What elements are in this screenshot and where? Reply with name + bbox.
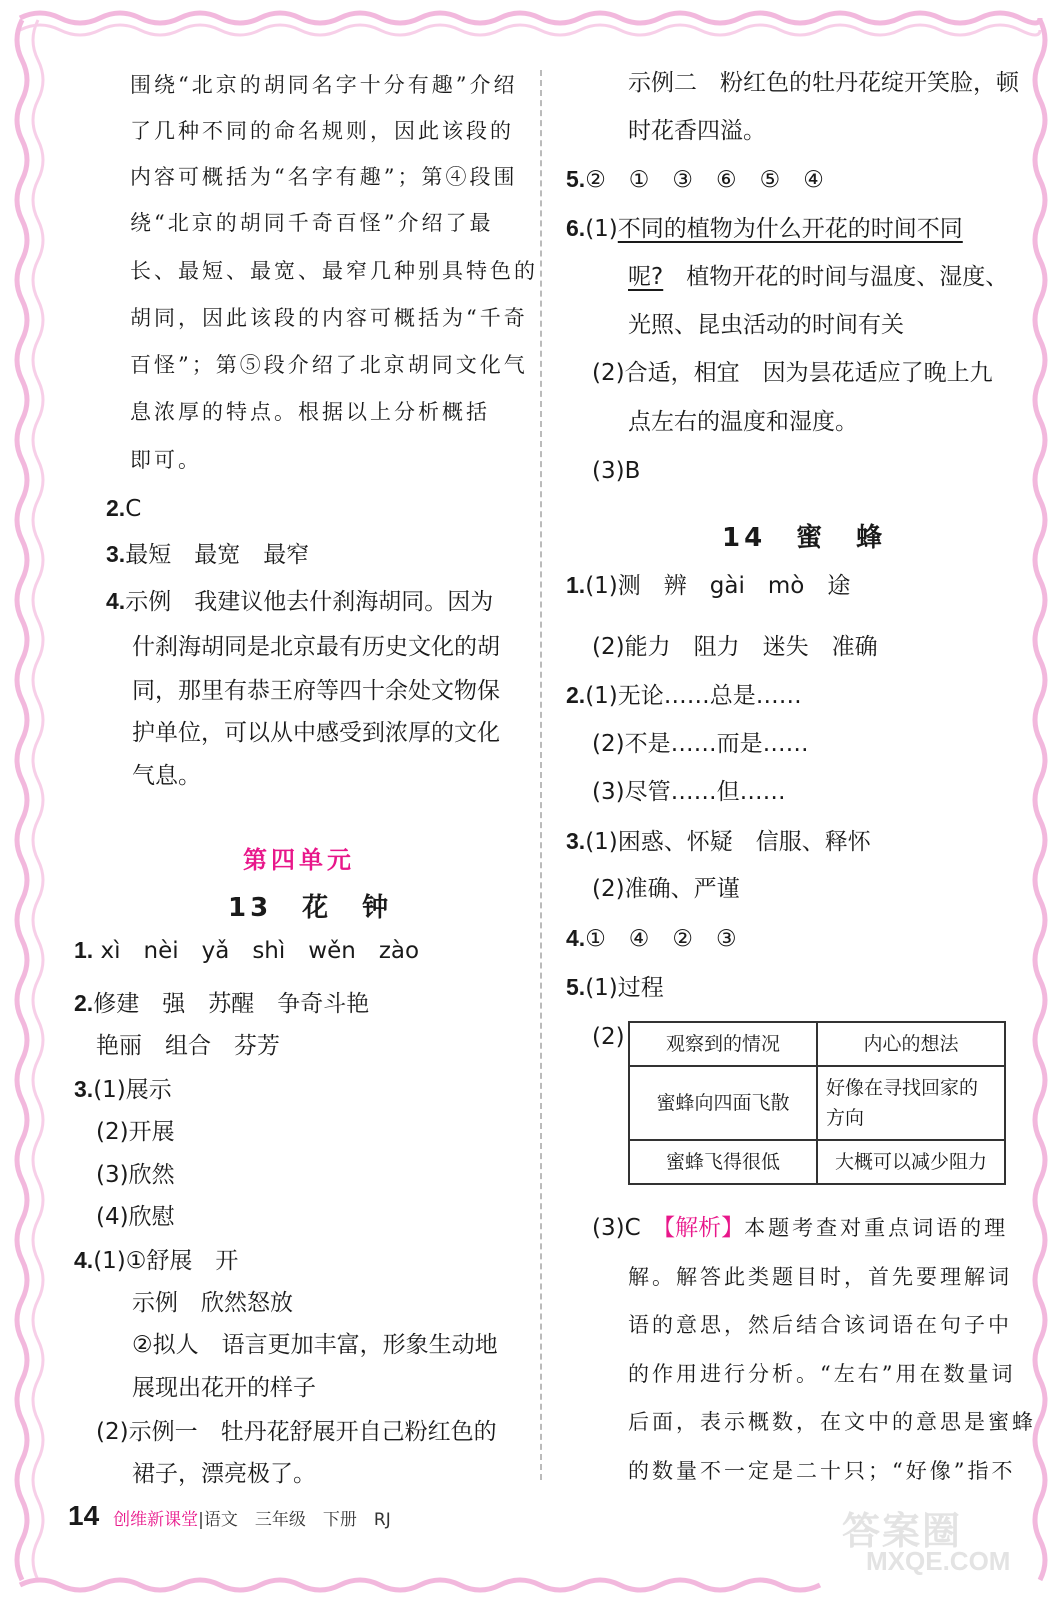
- q4-line-1: 示例 我建议他去什刹海胡同。因为: [125, 589, 494, 615]
- l14-q1-line-2: (2)能力 阻力 迷失 准确: [592, 634, 878, 660]
- table-cell: 大概可以减少阻力: [817, 1140, 1005, 1184]
- cont-line-9: 即可。: [130, 448, 202, 472]
- l13-q3-item-4: (4)欣慰: [96, 1204, 175, 1230]
- q4-answer: [106, 586, 493, 617]
- l13-q4-number: 4.: [74, 1247, 94, 1273]
- l13-q2-line-1: 修建 强 苏醒 争奇斗艳: [93, 991, 370, 1017]
- r-q5: [566, 164, 824, 195]
- cont-line-5: 长、最短、最宽、最窄几种别具特色的: [130, 259, 538, 283]
- l13-q3-item-2: (2)开展: [96, 1119, 175, 1145]
- l14-q4: [566, 923, 737, 954]
- r-q6-question-part2: 呢?: [628, 264, 664, 290]
- q3-text: 最短 最宽 最窄: [125, 542, 310, 568]
- page-number: 14: [68, 1500, 100, 1531]
- analysis-line-5: 的数量不一定是二十只；“好像”指不: [628, 1459, 1016, 1483]
- r-q5-number: 5.: [566, 166, 586, 192]
- l14-q2-number: 2.: [566, 682, 586, 708]
- l13-q3-number: 3.: [74, 1076, 94, 1102]
- l13-q3: [74, 1074, 172, 1105]
- l14-q1-line-1: (1)测 辨 gài mò 途: [585, 573, 851, 599]
- l13-q2: [74, 988, 369, 1019]
- l13-q4-line-2: 示例 欣然怒放: [132, 1290, 293, 1316]
- l14-q4-number: 4.: [566, 925, 586, 951]
- q2-number: 2.: [106, 495, 126, 521]
- l14-q4-text: ① ④ ② ③: [585, 926, 737, 952]
- analysis-line-2: 语的意思，然后结合该词语在句子中: [628, 1313, 1012, 1337]
- cont-line-8: 息浓厚的特点。根据以上分析概括: [130, 400, 490, 424]
- observation-table: [628, 1021, 1006, 1185]
- r-q6-line-4: (2)合适，相宜 因为昙花适应了晚上九: [592, 360, 993, 386]
- analysis-line-1: 解。解答此类题目时，首先要理解词: [628, 1265, 1012, 1289]
- l13-q2-line-2: 艳丽 组合 芬芳: [96, 1033, 280, 1059]
- cont-line-6: 胡同，因此该段的内容可概括为“千奇: [130, 306, 528, 330]
- brand-name: 创维新课堂: [113, 1510, 199, 1530]
- r-q6-line-6: (3)B: [592, 458, 641, 484]
- table-row: [629, 1140, 1005, 1184]
- table-header-row: [629, 1022, 1005, 1066]
- table-cell: 蜜蜂飞得很低: [629, 1140, 817, 1184]
- q3-answer: [106, 539, 309, 570]
- table-row: [629, 1066, 1005, 1140]
- cont-line-7: 百怪”；第⑤段介绍了北京胡同文化气: [130, 353, 528, 377]
- l13-q1: [74, 935, 419, 966]
- q2-answer: [106, 493, 141, 524]
- l14-q2: [566, 680, 802, 711]
- table-header-cell: 观察到的情况: [629, 1022, 817, 1066]
- analysis-line-4: 后面，表示概数，在文中的意思是蜜蜂: [628, 1410, 1036, 1434]
- watermark-logo: 答案圈: [842, 1511, 963, 1553]
- l14-q3-number: 3.: [566, 828, 586, 854]
- l14-q5-line-1: (1)过程: [585, 975, 664, 1001]
- lesson-13-title: 13 花 钟: [228, 893, 393, 923]
- r-q6-line-3: 光照、昆虫活动的时间有关: [628, 312, 904, 338]
- l14-q5: [566, 972, 664, 1003]
- l14-q3: [566, 826, 871, 857]
- analysis-tag: 【解析】: [663, 1215, 745, 1241]
- book-meta: |语文 三年级 下册 RJ: [198, 1510, 391, 1530]
- l13-q1-pinyin: xì nèi yǎ shì wěn zào: [100, 938, 420, 964]
- r-q6-line-5: 点左右的温度和湿度。: [628, 409, 858, 435]
- q4-line-5: 气息。: [132, 763, 201, 789]
- l14-q1-number: 1.: [566, 572, 586, 598]
- l14-q2-item-3: (3)尽管……但……: [592, 779, 786, 805]
- lesson-14-title: 14 蜜 蜂: [722, 523, 887, 553]
- cont-line-1: 围绕“北京的胡同名字十分有趣”介绍: [130, 73, 518, 97]
- watermark-url: MXQE.COM: [866, 1546, 1011, 1576]
- l13-q4: [74, 1245, 238, 1276]
- q3-number: 3.: [106, 541, 126, 567]
- table-cell: 好像在寻找回家的方向: [817, 1066, 1005, 1140]
- l13-q4-line-4: 展现出花开的样子: [132, 1375, 316, 1401]
- l14-q5-line-2: (2): [592, 1024, 625, 1050]
- r-q6-l1a: (1): [585, 216, 618, 242]
- right-top-line-1: 示例二 粉红色的牡丹花绽开笑脸，顿: [628, 70, 1019, 96]
- l14-q5-number: 5.: [566, 974, 586, 1000]
- l13-q4-line-3: ②拟人 语言更加丰富，形象生动地: [132, 1332, 498, 1358]
- l13-q4-line-5: (2)示例一 牡丹花舒展开自己粉红色的: [96, 1419, 497, 1445]
- l14-q2-item-2: (2)不是……而是……: [592, 731, 809, 757]
- column-divider: [540, 70, 542, 1480]
- l14-q5-3-prefix: (3)C: [592, 1215, 664, 1241]
- l14-q5-3-rest: 本题考查对重点词语的理: [744, 1216, 1009, 1240]
- l14-q3-item-1: (1)困惑、怀疑 信服、释怀: [585, 829, 871, 855]
- cont-line-3: 内容可概括为“名字有趣”；第④段围: [130, 165, 518, 189]
- r-q6-line-2: [628, 262, 1008, 292]
- l13-q2-number: 2.: [74, 990, 94, 1016]
- right-top-line-2: 时花香四溢。: [628, 118, 766, 144]
- analysis-line-3: 的作用进行分析。“左右”用在数量词: [628, 1362, 1016, 1386]
- table-cell: 蜜蜂向四面飞散: [629, 1066, 817, 1140]
- cont-line-4: 绕“北京的胡同千奇百怪”介绍了最: [130, 211, 494, 235]
- l13-q1-number: 1.: [74, 937, 94, 963]
- l13-q4-line-1: (1)①舒展 开: [93, 1248, 239, 1274]
- page-footer: [68, 1500, 391, 1532]
- l14-q5-3: [592, 1213, 1008, 1243]
- q2-text: C: [125, 496, 142, 522]
- q4-number: 4.: [106, 588, 126, 614]
- r-q6: [566, 213, 963, 244]
- l13-q3-item-1: (1)展示: [93, 1077, 172, 1103]
- r-q6-number: 6.: [566, 215, 586, 241]
- table-header-cell: 内心的想法: [817, 1022, 1005, 1066]
- l14-q3-item-2: (2)准确、严谨: [592, 876, 740, 902]
- q4-line-3: 同，那里有恭王府等四十余处文物保: [132, 678, 500, 704]
- q4-line-2: 什刹海胡同是北京最有历史文化的胡: [132, 634, 500, 660]
- l14-q1: [566, 570, 850, 601]
- q4-line-4: 护单位，可以从中感受到浓厚的文化: [132, 720, 500, 746]
- cont-line-2: 了几种不同的命名规则，因此该段的: [130, 119, 514, 143]
- l13-q3-item-3: (3)欣然: [96, 1162, 175, 1188]
- r-q6-l2b: 植物开花的时间与温度、湿度、: [663, 264, 1009, 290]
- l13-q4-line-6: 裙子，漂亮极了。: [132, 1461, 316, 1487]
- r-q6-question-part1: 不同的植物为什么开花的时间不同: [617, 216, 963, 242]
- unit-title: 第四单元: [243, 846, 355, 874]
- l14-q2-item-1: (1)无论……总是……: [585, 683, 802, 709]
- r-q5-text: ② ① ③ ⑥ ⑤ ④: [585, 167, 824, 193]
